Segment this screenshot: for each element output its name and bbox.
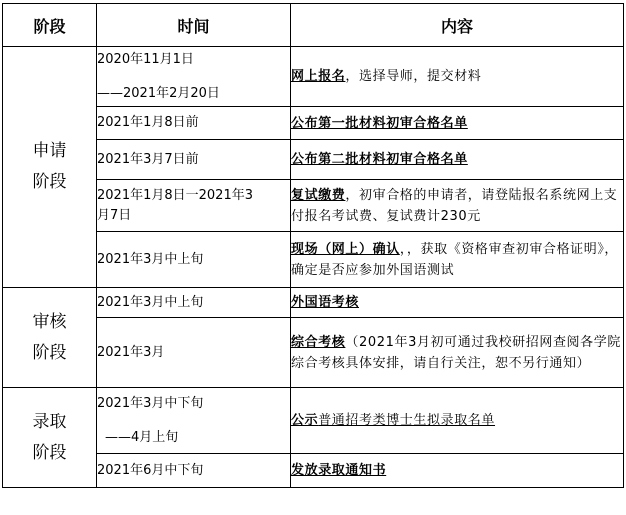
row-1-time-line-1: 2021年1月8日前 [97,115,199,130]
row-0-content-strong: 网上报名 [291,69,346,84]
row-3-time-line-2: 月7日 [97,207,132,223]
row-6-content [291,318,624,388]
row-0-time-line-2: ——2021年2月20日 [97,85,220,101]
row-8-content [291,454,624,488]
row-2-time [97,140,291,180]
stage-apply-line-1: 申请 [32,141,67,161]
header-stage: 阶段 [3,4,97,47]
header-content: 内容 [291,4,624,47]
row-5-content [291,288,624,318]
table-row [3,454,624,488]
header-row [3,4,624,47]
row-7-content-strong: 公示 [291,413,319,428]
row-2-content-strong: 公布第二批材料初审合格名单 [291,152,468,167]
stage-admit [3,388,97,488]
row-8-time-line-1: 2021年6月中下旬 [97,462,204,478]
admission-schedule-table [2,3,624,488]
row-3-time [97,180,291,232]
row-2-content [291,140,624,180]
row-1-content-strong: 公布第一批材料初审合格名单 [291,115,468,131]
table-row [3,288,624,318]
row-8-content-strong: 发放录取通知书 [291,463,387,478]
table-row [3,232,624,288]
row-1-time [97,107,291,140]
row-5-time [97,288,291,318]
stage-review-line-2: 阶段 [32,342,67,363]
row-5-content-strong: 外国语考核 [291,295,360,310]
row-3-time-line-1: 2021年1月8日一2021年3 [97,187,253,203]
stage-admit-line-1: 录取 [32,411,67,432]
row-7-content-rest: 普通招考类博士生拟录取名单 [318,413,496,428]
stage-apply-line-2: 阶段 [32,172,67,192]
row-0-time-line-1: 2020年11月1日 [97,51,194,67]
row-0-time [97,47,291,107]
row-7-time-line-2: ——4月上旬 [105,429,179,445]
row-7-time [97,388,291,454]
row-8-time [97,454,291,488]
row-5-time-line-1: 2021年3月中上旬 [97,294,204,310]
row-6-content-rest: （2021年3月初可通过我校研招网查阅各学院综合考核具体安排，请自行关注，恕不另行通知） [291,334,621,371]
row-6-time [97,318,291,388]
table-row [3,140,624,180]
row-4-time-line-1: 2021年3月中上旬 [97,251,204,267]
row-3-content [291,180,624,232]
row-3-content-strong: 复试缴费 [291,187,346,203]
row-0-content [291,47,624,107]
table-row [3,180,624,232]
stage-apply [3,47,97,288]
row-4-content-rest: ，，获取《资格审查初审合格证明》，确定是否应参加外国语测试 [291,241,619,278]
stage-admit-line-2: 阶段 [32,442,67,463]
stage-review [3,288,97,388]
row-0-content-rest: ，选择导师，提交材料 [345,69,482,84]
stage-review-line-1: 审核 [32,311,67,332]
row-1-content [291,107,624,140]
row-3-content-rest: ，初审合格的申请者，请登陆报名系统网上支付报名考试费、复试费计230元 [291,187,618,224]
row-6-content-strong: 综合考核 [291,334,346,350]
row-7-content [291,388,624,454]
table-row [3,318,624,388]
row-4-content-strong: 现场（网上）确认 [291,241,400,257]
table-row [3,107,624,140]
row-2-time-line-1: 2021年3月7日前 [97,151,199,167]
row-4-content [291,232,624,288]
table-row [3,388,624,454]
row-6-time-line-1: 2021年3月 [97,344,165,360]
header-time: 时间 [97,4,291,47]
table-row [3,47,624,107]
row-7-time-line-1: 2021年3月中下旬 [97,395,204,411]
row-4-time [97,232,291,288]
